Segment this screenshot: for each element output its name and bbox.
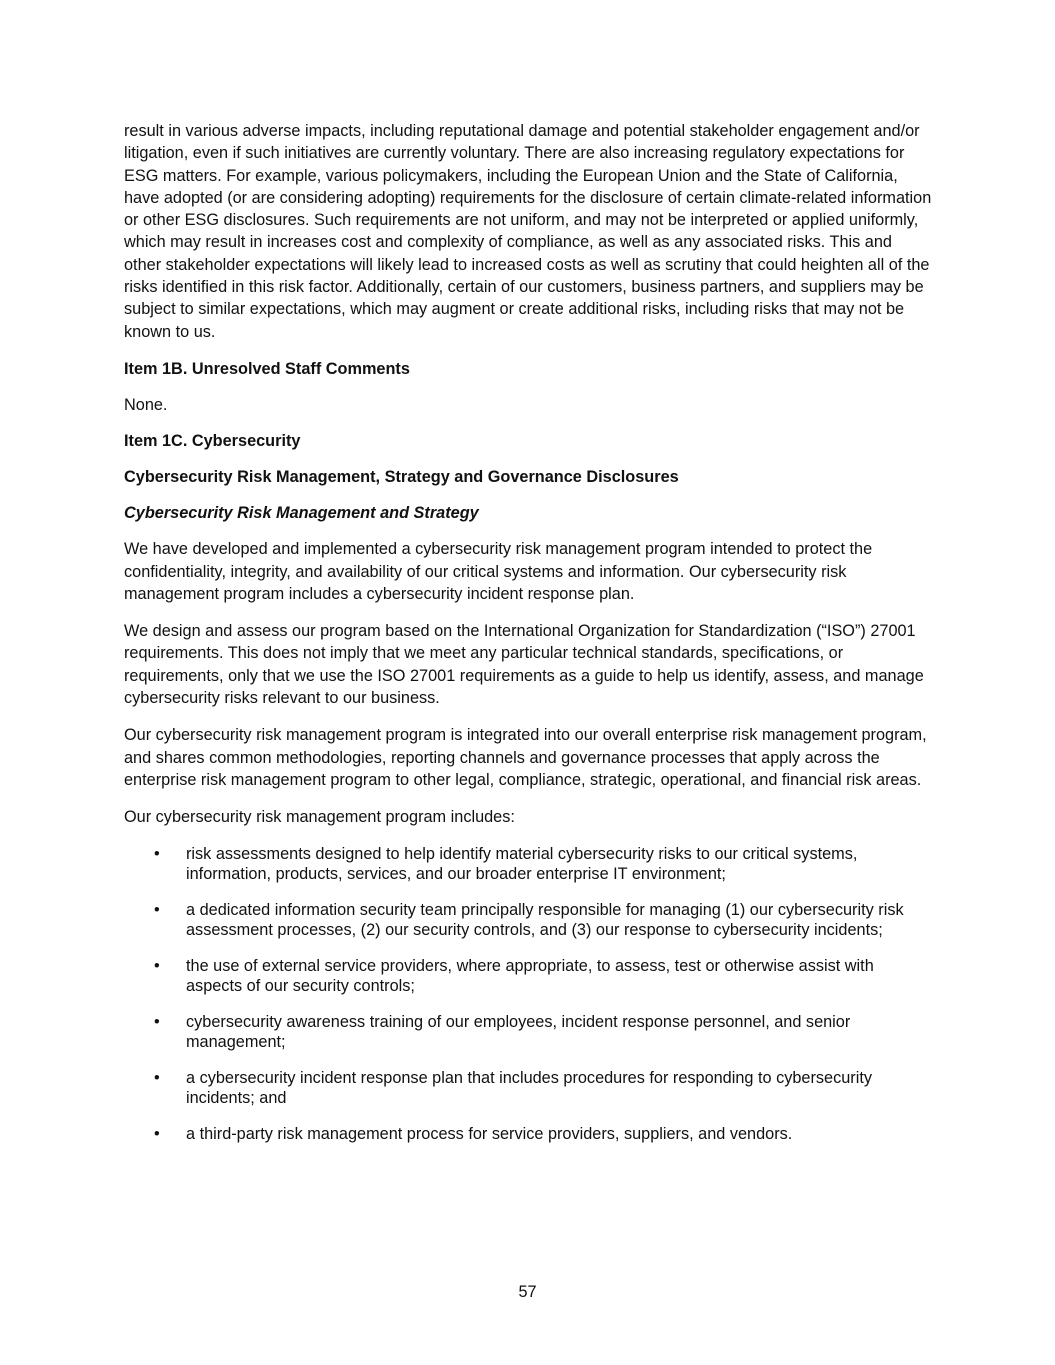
item-1b-heading: Item 1B. Unresolved Staff Comments (124, 359, 410, 378)
cyber-paragraph-4: Our cybersecurity risk management program includes: (124, 808, 515, 827)
item-1b-body: None. (124, 395, 168, 414)
list-item (124, 956, 932, 997)
bullet-icon: • (154, 1124, 160, 1143)
bullet-icon: • (154, 1012, 160, 1031)
list-item (124, 1012, 932, 1053)
list-item-text: the use of external service providers, where appropriate, to assess, test or otherwise assist with aspects of our security controls; (186, 956, 874, 996)
bullet-icon: • (154, 844, 160, 863)
list-item (124, 1068, 932, 1109)
program-components-list (124, 844, 932, 1145)
list-item-text: a third-party risk management process for service providers, suppliers, and vendors. (186, 1124, 793, 1143)
list-item (124, 1124, 932, 1145)
cyber-paragraph-2: We design and assess our program based on the International Organization for Standardization (“ISO”) 27001 requirements. This does not imply that we meet any particular technical standards, specifications, or requirements, only that we use the ISO 27001 requirements as a guide to help us identify, assess, and manage cybersecurity risks relevant to our business. (124, 622, 924, 708)
list-item-text: a dedicated information security team principally responsible for managing (1) our cybersecurity risk assessment processes, (2) our security controls, and (3) our response to cybersecurity incidents; (186, 900, 904, 940)
list-item-text: risk assessments designed to help identify material cybersecurity risks to our critical systems, information, products, services, and our broader enterprise IT environment; (186, 844, 858, 884)
item-1c-heading: Item 1C. Cybersecurity (124, 432, 301, 451)
intro-paragraph: result in various adverse impacts, including reputational damage and potential stakeholder engagement and/or litigation, even if such initiatives are currently voluntary. There are also increasing regulatory expectations for ESG matters. For example, various policymakers, including the European Union and the State of California, have adopted (or are considering adopting) requirements for the disclosure of certain climate-related information or other ESG disclosures. Such requirements are not uniform, and may not be interpreted or applied uniformly, which may result in increases cost and complexity of compliance, as well as any associated risks. This and other stakeholder expectations will likely lead to increased costs as well as scrutiny that could heighten all of the risks identified in this risk factor. Additionally, certain of our customers, business partners, and suppliers may be subject to similar expectations, which may augment or create additional risks, including risks that may not be known to us. (124, 122, 932, 341)
list-item-text: a cybersecurity incident response plan that includes procedures for responding to cybersecurity incidents; and (186, 1068, 872, 1108)
risk-management-strategy-heading: Cybersecurity Risk Management and Strategy (124, 504, 479, 523)
list-item-text: cybersecurity awareness training of our employees, incident response personnel, and senior management; (186, 1012, 851, 1052)
bullet-icon: • (154, 956, 160, 975)
list-item (124, 900, 932, 941)
list-item (124, 844, 932, 885)
page-number: 57 (518, 1283, 537, 1301)
cyber-paragraph-3: Our cybersecurity risk management program is integrated into our overall enterprise risk management program, and shares common methodologies, reporting channels and governance processes that apply across the enterprise risk management program to other legal, compliance, strategic, operational, and financial risk areas. (124, 726, 927, 789)
bullet-icon: • (154, 900, 160, 919)
bullet-icon: • (154, 1068, 160, 1087)
document-page (124, 120, 932, 1159)
cyber-paragraph-1: We have developed and implemented a cybersecurity risk management program intended to protect the confidentiality, integrity, and availability of our critical systems and information. Our cybersecurity risk management program includes a cybersecurity incident response plan. (124, 540, 873, 603)
governance-disclosures-heading: Cybersecurity Risk Management, Strategy and Governance Disclosures (124, 468, 679, 487)
